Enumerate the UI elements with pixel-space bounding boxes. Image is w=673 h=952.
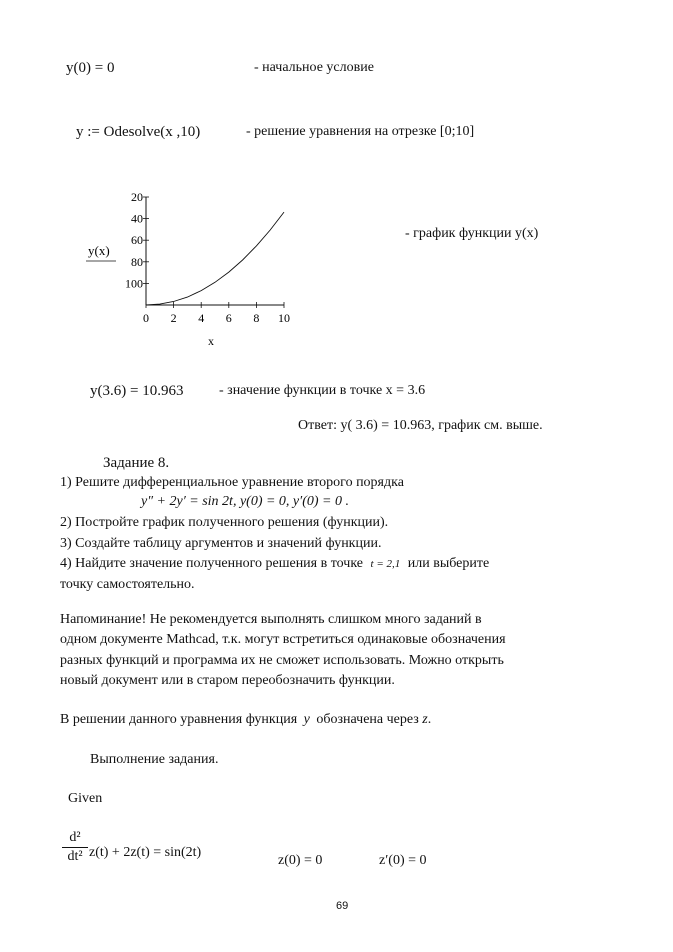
odesolve-expr: y := Odesolve(x ,10): [76, 124, 201, 140]
reminder-line-4: новый документ или в старом переобозначить функции.: [60, 673, 395, 688]
condition-zprime0: z′(0) = 0: [379, 853, 427, 868]
reminder-line-3: разных функций и программа их не сможет использовать. Можно открыть: [60, 653, 504, 668]
notation-part1: В решении данного уравнения функция: [60, 712, 298, 727]
second-derivative-operator: [62, 830, 88, 865]
derivative-numerator: d²: [62, 830, 88, 848]
x-tick-label: 4: [198, 311, 205, 325]
initial-condition-expr: y(0) = 0: [66, 60, 115, 76]
task-item-4-line2: точку самостоятельно.: [60, 577, 195, 592]
solution-graph: [80, 185, 300, 355]
odesolve-comment: - решение уравнения на отрезке [0;10]: [246, 124, 475, 139]
ode-equation: z(t) + 2z(t) = sin(2t): [89, 845, 202, 860]
value-expr: y(3.6) = 10.963: [90, 383, 184, 399]
task-title: Задание 8.: [103, 455, 170, 471]
task-item-2: 2) Постройте график полученного решения (функции).: [60, 515, 389, 530]
task-item-1: 1) Решите дифференциальное уравнение второго порядка: [60, 475, 404, 490]
task-item-3: 3) Создайте таблицу аргументов и значений функции.: [60, 536, 382, 551]
task-item-4-part1: 4) Найдите значение полученного решения в точке: [60, 556, 364, 571]
answer-line: Ответ: y( 3.6) = 10.963, график см. выше.: [298, 418, 543, 433]
y-tick-label: 100: [125, 276, 143, 291]
notation-part2: обозначена через: [316, 712, 419, 727]
y-tick-label: 60: [131, 233, 143, 248]
x-tick-label: 10: [278, 311, 290, 325]
derivative-denominator: dt²: [67, 849, 83, 864]
x-tick-label: 2: [170, 311, 177, 325]
value-comment: - значение функции в точке x = 3.6: [219, 383, 426, 398]
initial-condition-comment: - начальное условие: [254, 60, 374, 75]
x-tick-label: 0: [143, 311, 149, 325]
y-axis-label: y(x): [88, 243, 110, 258]
y-tick-label: 20: [131, 190, 143, 204]
y-tick-label: 40: [131, 211, 143, 226]
notation-line: [60, 712, 431, 728]
task-item-4-part2: или выберите: [407, 556, 490, 571]
notation-end: .: [427, 712, 432, 727]
notation-y: y: [303, 712, 310, 727]
x-tick-label: 6: [225, 311, 232, 325]
graph-comment: - график функции y(x): [405, 226, 539, 241]
reminder-line-2: одном документе Mathcad, т.к. могут встретиться одинаковые обозначения: [60, 632, 506, 647]
x-axis-label: x: [208, 334, 214, 348]
y-tick-label: 80: [131, 254, 143, 269]
x-tick-label: 8: [253, 311, 260, 325]
given-keyword: Given: [68, 791, 103, 806]
notation-z: z: [422, 712, 428, 727]
task-item-4: [60, 556, 489, 572]
condition-z0: z(0) = 0: [278, 853, 323, 868]
solution-heading: Выполнение задания.: [90, 752, 219, 767]
task-item-4-point: t = 2,1: [370, 558, 401, 570]
solution-curve: [146, 212, 284, 305]
reminder-line-1: Напоминание! Не рекомендуется выполнять слишком много заданий в: [60, 612, 482, 627]
page-number: 69: [336, 900, 349, 912]
task-equation: y″ + 2y′ = sin 2t, y(0) = 0, y′(0) = 0 .: [141, 494, 349, 509]
